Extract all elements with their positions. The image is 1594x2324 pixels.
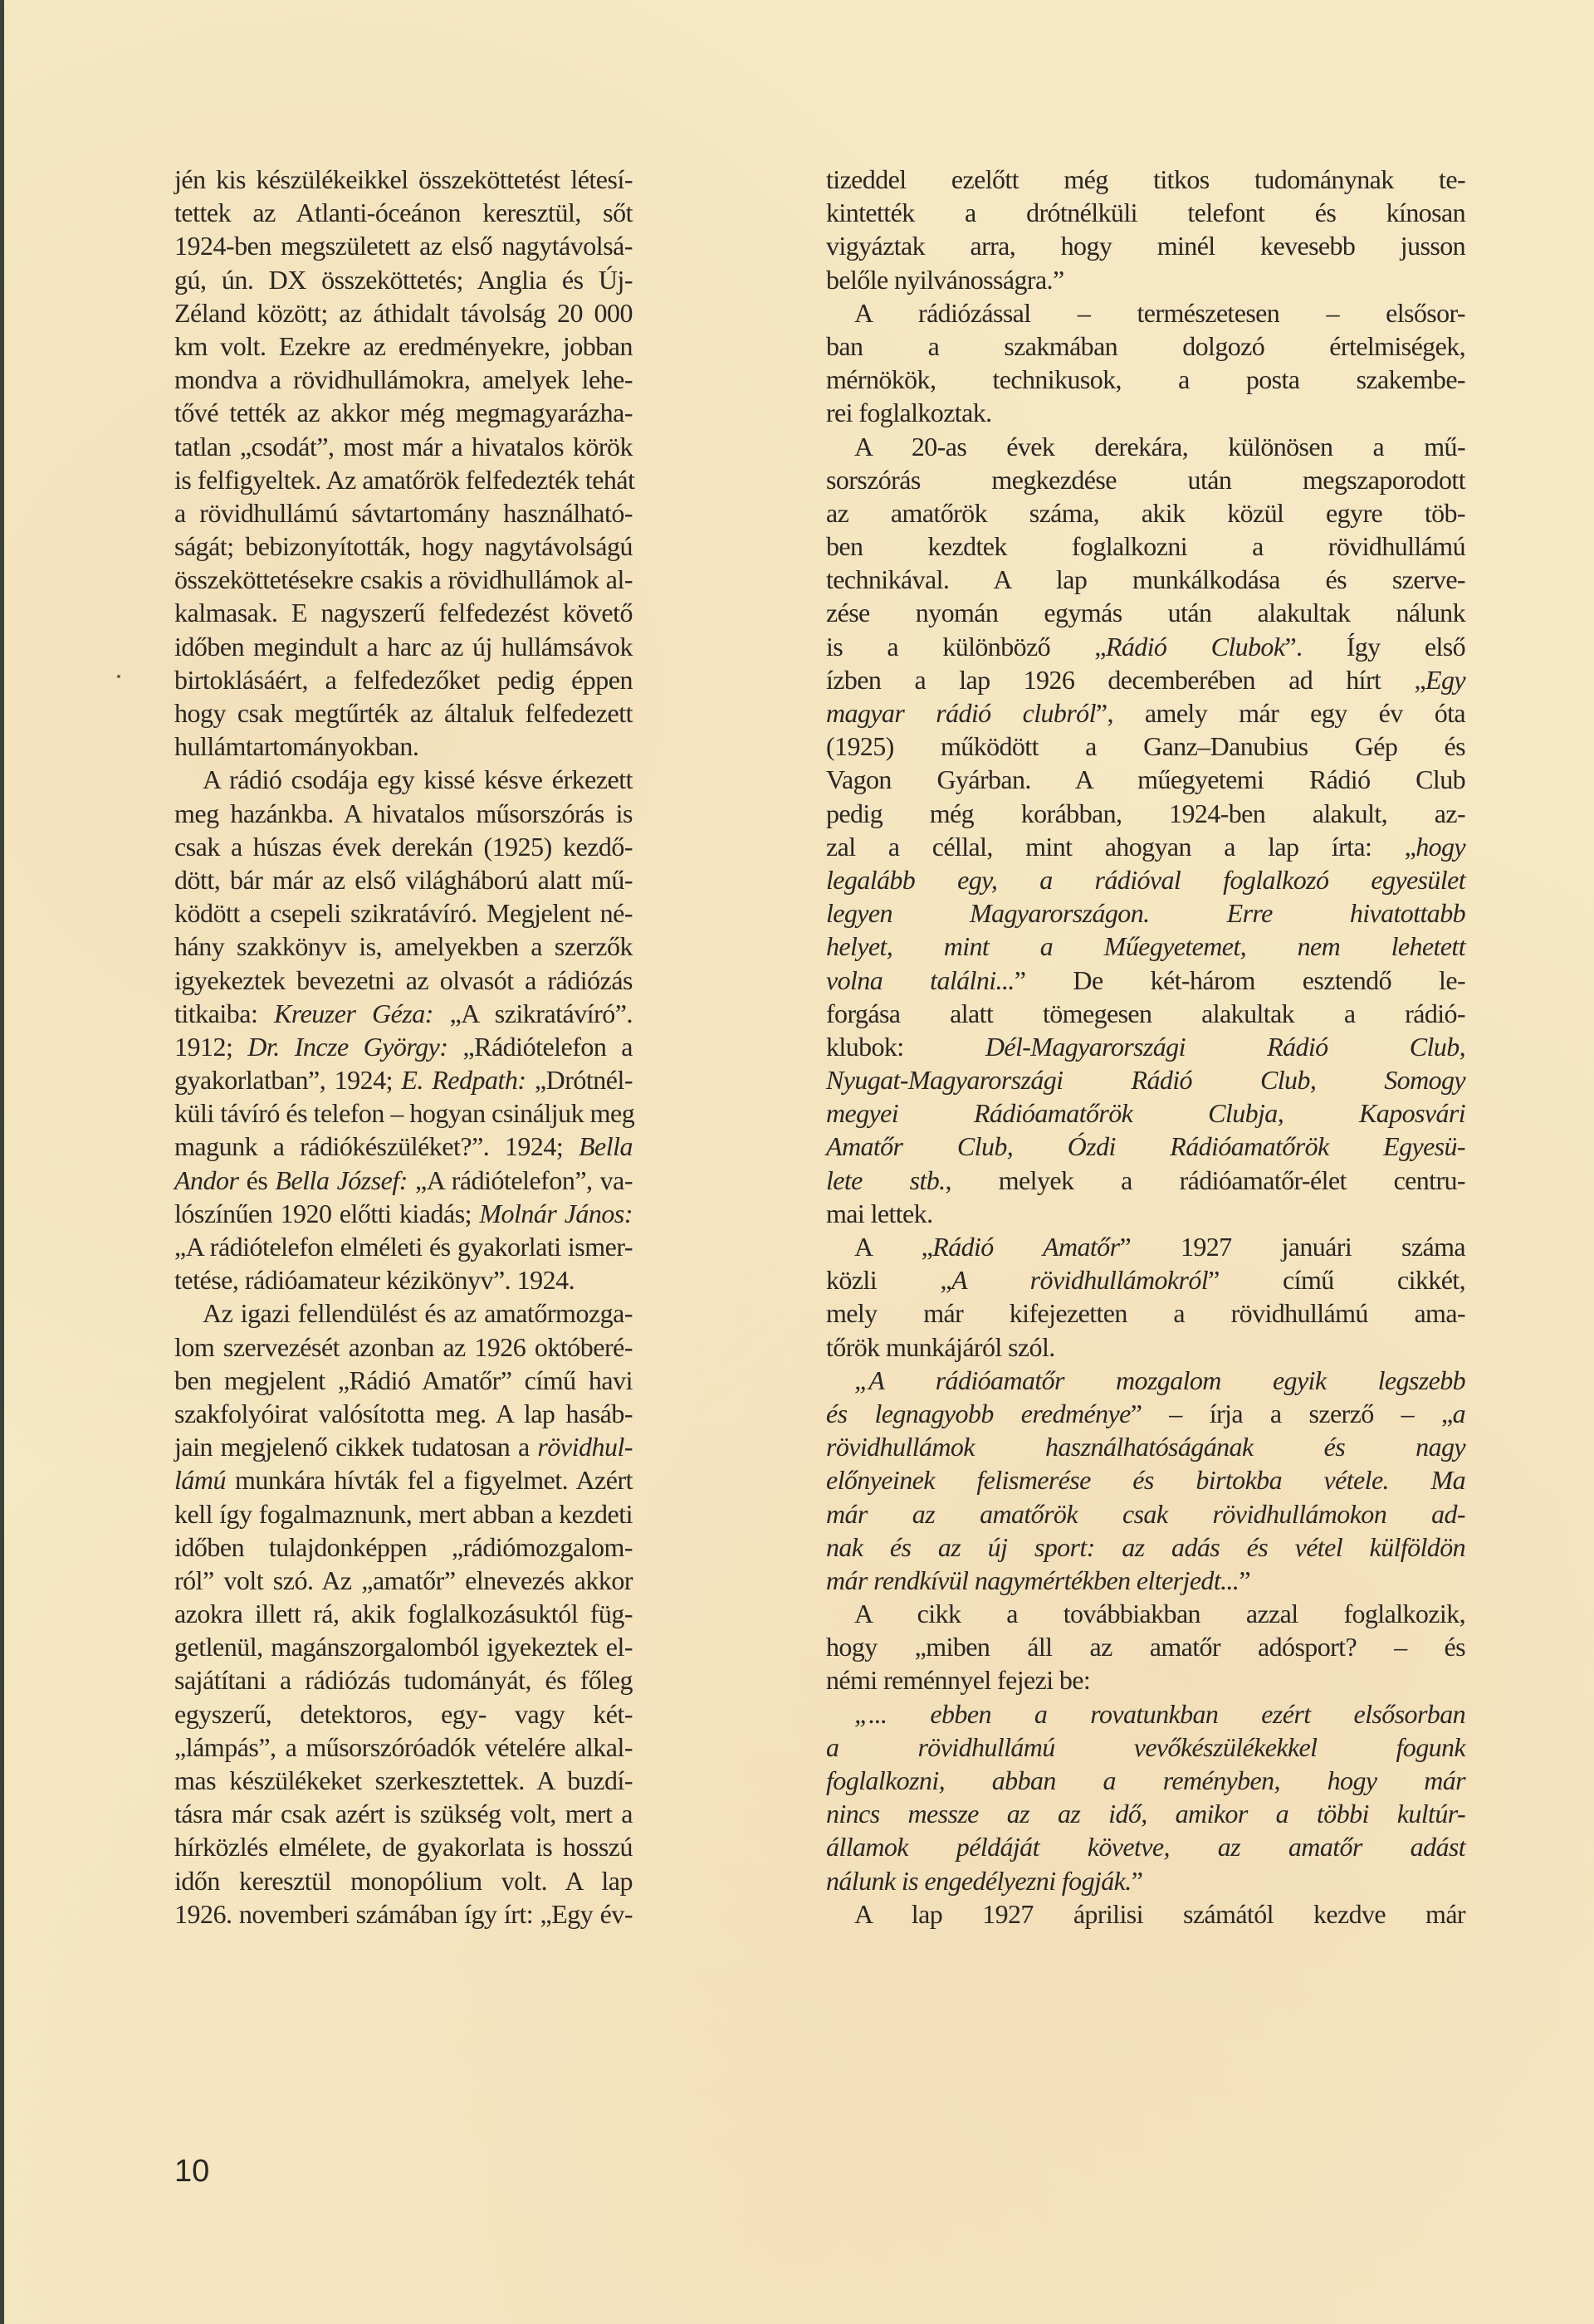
text-segment: A lap 1927 áprilisi számától kezdve már	[854, 1898, 1465, 1929]
text-line	[174, 1731, 633, 1764]
italic-text-segment: A rövidhullámokról	[951, 1265, 1209, 1296]
text-line	[174, 1630, 633, 1663]
italic-text-segment: Kreuzer Géza:	[273, 998, 433, 1028]
text-segment: jén kis készülékeikkel összeköttetést létesí-	[174, 164, 633, 194]
italic-text-segment: államok példáját követve, az amatőr adást	[826, 1832, 1465, 1863]
text-line	[174, 1830, 633, 1863]
text-line	[174, 530, 633, 563]
text-line	[174, 196, 633, 229]
text-line	[826, 1663, 1465, 1697]
text-line	[826, 1197, 1465, 1230]
text-line	[826, 1864, 1465, 1897]
text-line	[174, 830, 633, 863]
text-line	[826, 396, 1465, 429]
italic-text-segment: Rádió Clubok	[1105, 631, 1285, 662]
text-line	[174, 964, 633, 997]
italic-text-segment: a rövidhullámú vevőkészülékekkel fogunk	[826, 1731, 1465, 1762]
text-segment: mas készülékeket szerkesztettek. A buzdí-	[174, 1765, 633, 1795]
text-segment: forgása alatt tömegesen alakultak a rádió-	[826, 998, 1465, 1028]
text-segment: A rádiózással – természetesen – elsősor-	[854, 297, 1465, 328]
right-text-column	[826, 163, 1465, 1931]
text-line	[174, 997, 633, 1030]
text-segment: „A rádiótelefon”, va-	[407, 1164, 633, 1195]
text-segment: tizeddel ezelőtt még titkos tudománynak te-	[826, 164, 1465, 194]
text-line	[174, 1663, 633, 1697]
text-segment: „A rádiótelefon elméleti és gyakorlati ismer-	[174, 1232, 633, 1262]
text-line	[826, 330, 1465, 363]
italic-text-segment: Amatőr Club, Ózdi Rádióamatőrök Egyesü-	[826, 1131, 1465, 1162]
italic-text-segment: és legnagyobb eredménye	[826, 1398, 1131, 1428]
text-line	[174, 163, 633, 196]
text-segment: lószínűen 1920 előtti kiadás;	[174, 1198, 480, 1228]
text-segment: dött, bár már az első világháború alatt mű-	[174, 864, 633, 895]
text-line	[174, 1364, 633, 1397]
text-line	[826, 663, 1465, 696]
text-segment: tettek az Atlanti-óceánon keresztül, sőt	[174, 198, 633, 228]
text-segment: ben kezdtek foglalkozni a rövidhullámú	[826, 531, 1465, 562]
text-segment: „lámpás”, a műsorszóróadók vételére alkal-	[174, 1731, 633, 1762]
text-line	[174, 1463, 633, 1496]
text-segment: vigyáztak arra, hogy minél kevesebb jusson	[826, 231, 1465, 261]
italic-text-segment: Andor	[174, 1164, 239, 1195]
text-line	[174, 863, 633, 896]
text-line	[174, 763, 633, 796]
text-segment: hány szakkönyv is, amelyekben a szerzők	[174, 931, 633, 962]
text-line	[826, 596, 1465, 629]
text-line	[826, 1263, 1465, 1296]
text-segment: ”	[1239, 1565, 1250, 1595]
text-segment: az amatőrök száma, akik közül egyre töb-	[826, 497, 1465, 528]
text-line	[826, 630, 1465, 663]
text-line	[826, 797, 1465, 830]
text-line	[826, 1897, 1465, 1931]
text-segment: A „	[854, 1232, 933, 1262]
italic-text-segment: Nyugat-Magyarországi Rádió Club, Somogy	[826, 1065, 1465, 1096]
italic-text-segment: rövidhullámok használhatóságának és nagy	[826, 1432, 1465, 1462]
text-line	[826, 1096, 1465, 1130]
text-segment: tővé tették az akkor még megmagyarázha-	[174, 398, 633, 428]
italic-text-segment: „A rádióamatőr mozgalom egyik legszebb	[854, 1365, 1465, 1395]
italic-text-segment: már rendkívül nagymértékben elterjedt...	[826, 1565, 1240, 1595]
text-line	[174, 596, 633, 629]
italic-text-segment: Dél-Magyarországi Rádió Club,	[985, 1031, 1466, 1062]
text-segment: Zéland között; az áthidalt távolság 20 000	[174, 297, 633, 328]
text-segment: mely már kifejezetten a rövidhullámú ama-	[826, 1298, 1465, 1329]
text-line	[826, 1030, 1465, 1063]
text-segment: mai lettek.	[826, 1198, 933, 1228]
text-line	[826, 997, 1465, 1030]
text-segment: sajátítani a rádiózás tudományát, és főleg	[174, 1665, 633, 1696]
text-line	[174, 263, 633, 296]
text-segment: 1924-ben megszületett az első nagytávolsá-	[174, 231, 633, 261]
text-line	[174, 1897, 633, 1931]
text-segment: ködött a csepeli szikratávíró. Megjelent né-	[174, 898, 633, 929]
italic-text-segment: nincs messze az az idő, amikor a többi kultúr-	[826, 1799, 1465, 1829]
italic-text-segment: lámú	[174, 1465, 226, 1496]
text-line	[826, 930, 1465, 963]
text-line	[174, 463, 633, 496]
text-segment: szakfolyóirat valósította meg. A lap hasáb-	[174, 1398, 633, 1428]
text-segment: hullámtartományokban.	[174, 731, 419, 762]
text-line	[826, 496, 1465, 530]
text-line	[826, 1597, 1465, 1630]
text-line	[174, 1263, 633, 1296]
text-segment: is a különböző „	[826, 631, 1106, 662]
text-line	[174, 1296, 633, 1330]
text-segment: pedig még korábban, 1924-ben alakult, az-	[826, 798, 1465, 828]
italic-text-segment: E. Redpath:	[401, 1065, 526, 1096]
italic-text-segment: rövidhul-	[537, 1432, 633, 1462]
text-line	[826, 863, 1465, 896]
text-segment: tetése, rádióamateur kézikönyv”. 1924.	[174, 1265, 575, 1296]
text-segment: ízben a lap 1926 decemberében ad hírt „	[826, 664, 1426, 695]
italic-text-segment: Bella	[578, 1131, 633, 1162]
text-segment: klubok:	[826, 1031, 985, 1062]
italic-text-segment: a	[1452, 1398, 1465, 1428]
text-line	[174, 1564, 633, 1597]
italic-text-segment: helyet, mint a Műegyetemet, nem lehetett	[826, 931, 1465, 962]
text-line	[826, 730, 1465, 763]
text-segment: hogy „miben áll az amatőr adósport? – és	[826, 1632, 1465, 1662]
page-number: 10	[174, 2154, 210, 2189]
text-segment: a rövidhullámú sávtartomány használható-	[174, 497, 633, 528]
text-segment: meg hazánkba. A hivatalos műsorszórás is	[174, 798, 633, 828]
text-line	[174, 1531, 633, 1564]
text-segment: ban a szakmában dolgozó értelmiségek,	[826, 330, 1465, 361]
text-line	[174, 1397, 633, 1430]
italic-text-segment: hogy	[1416, 831, 1465, 862]
italic-text-segment: „... ebben a rovatunkban ezért elsősorban	[854, 1698, 1465, 1729]
text-segment: technikával. A lap munkálkodása és szerve-	[826, 564, 1465, 595]
text-line	[174, 930, 633, 963]
text-line	[174, 496, 633, 530]
text-segment: sorszórás megkezdése után megszaporodott	[826, 464, 1465, 495]
text-line	[826, 1497, 1465, 1531]
text-line	[826, 1764, 1465, 1797]
text-line	[826, 1564, 1465, 1597]
text-line	[826, 363, 1465, 396]
text-line	[826, 1063, 1465, 1096]
text-line	[826, 430, 1465, 463]
scan-edge	[0, 0, 4, 2324]
text-line	[826, 229, 1465, 262]
text-segment: rei foglalkoztak.	[826, 398, 992, 428]
text-line	[826, 563, 1465, 596]
text-segment: ”. Így első	[1284, 631, 1465, 662]
text-segment: getlenül, magánszorgalomból igyekeztek el-	[174, 1632, 633, 1662]
text-segment: ságát; bebizonyították, hogy nagytávolságú	[174, 531, 633, 562]
text-segment: időben tulajdonképpen „rádiómozgalom-	[174, 1531, 633, 1562]
text-line	[174, 1164, 633, 1197]
text-segment: A cikk a továbbiakban azzal foglalkozik,	[854, 1599, 1465, 1629]
text-segment: tatlan „csodát”, most már a hivatalos körök	[174, 431, 633, 461]
text-segment: ” De két-három esztendő le-	[1014, 964, 1465, 995]
text-segment: birtoklásáért, a felfedezőket pedig éppen	[174, 664, 633, 695]
text-segment: csak a húszas évek derekán (1925) kezdő-	[174, 831, 633, 862]
italic-text-segment: foglalkozni, abban a reményben, hogy már	[826, 1765, 1465, 1795]
text-line	[826, 763, 1465, 796]
text-line	[174, 630, 633, 663]
text-line	[174, 1197, 633, 1230]
text-segment: gyakorlatban”, 1924;	[174, 1065, 402, 1096]
text-line	[174, 330, 633, 363]
text-segment: némi reménnyel fejezi be:	[826, 1665, 1091, 1696]
text-line	[826, 1296, 1465, 1330]
text-segment: összeköttetésekre csakis a rövidhullámok al-	[174, 564, 633, 595]
text-line	[826, 296, 1465, 330]
text-segment: mondva a rövidhullámokra, amelyek lehe-	[174, 364, 633, 395]
text-segment: ” című cikkét,	[1208, 1265, 1465, 1296]
text-line	[174, 1430, 633, 1463]
italic-text-segment: magyar rádió clubról	[826, 698, 1096, 728]
text-segment: időben megindult a harc az új hullámsávok	[174, 631, 633, 662]
text-line	[174, 430, 633, 463]
italic-text-segment: megyei Rádióamatőrök Clubja, Kaposvári	[826, 1098, 1465, 1129]
text-line	[826, 1731, 1465, 1764]
text-line	[174, 229, 633, 262]
text-segment: munkára hívták fel a figyelmet. Azért	[226, 1465, 633, 1496]
text-segment: jain megjelenő cikkek tudatosan a	[174, 1432, 538, 1462]
text-segment: kintették a drótnélküli telefont és kínosan	[826, 198, 1465, 228]
text-line	[826, 196, 1465, 229]
text-line	[826, 1364, 1465, 1397]
text-segment: A rádió csodája egy kissé késve érkezett	[203, 764, 633, 795]
text-line	[174, 1764, 633, 1797]
text-segment: Az igazi fellendülést és az amatőrmozga-	[203, 1298, 633, 1329]
text-line	[826, 1164, 1465, 1197]
text-line	[174, 696, 633, 730]
text-segment: Vagon Gyárban. A műegyetemi Rádió Club	[826, 764, 1465, 795]
text-segment: (1925) működött a Ganz–Danubius Gép és	[826, 731, 1465, 762]
text-line	[826, 1430, 1465, 1463]
text-line	[174, 730, 633, 763]
text-line	[174, 1797, 633, 1830]
italic-text-segment: legyen Magyarországon. Erre hivatottabb	[826, 898, 1465, 929]
text-line	[826, 263, 1465, 296]
text-segment: „Rádiótelefon a	[447, 1031, 633, 1062]
italic-text-segment: Dr. Incze György:	[247, 1031, 448, 1062]
italic-text-segment: Bella József:	[275, 1164, 408, 1195]
text-segment: is felfigyeltek. Az amatőrök felfedezték tehát	[174, 464, 635, 495]
paper-speck	[117, 675, 120, 678]
text-segment: magunk a rádiókészüléket?”. 1924;	[174, 1131, 579, 1162]
text-line	[826, 896, 1465, 930]
text-segment: titkaiba:	[174, 998, 274, 1028]
text-line	[826, 696, 1465, 730]
italic-text-segment: Molnár János:	[479, 1198, 633, 1228]
text-segment: ben megjelent „Rádió Amatőr” című havi	[174, 1365, 633, 1395]
text-line	[826, 163, 1465, 196]
text-segment: gú, ún. DX összeköttetés; Anglia és Új-	[174, 264, 633, 295]
text-line	[174, 563, 633, 596]
text-line	[174, 1697, 633, 1731]
text-segment: igyekeztek bevezetni az olvasót a rádiózás	[174, 964, 633, 995]
text-segment: ”, amely már egy év óta	[1095, 698, 1465, 728]
text-line	[826, 1697, 1465, 1731]
italic-text-segment: előnyeinek felismerése és birtokba vétele. Ma	[826, 1465, 1465, 1496]
text-segment: és	[238, 1164, 276, 1195]
text-line	[174, 1030, 633, 1063]
text-line	[174, 1330, 633, 1364]
text-line	[174, 1597, 633, 1630]
italic-text-segment: nak és az új sport: az adás és vétel külföldön	[826, 1531, 1465, 1562]
text-line	[826, 530, 1465, 563]
text-line	[174, 797, 633, 830]
text-segment: „Drótnél-	[526, 1065, 633, 1096]
text-line	[174, 363, 633, 396]
text-segment: kalmasak. E nagyszerű felfedezést követő	[174, 598, 633, 628]
text-segment: egyszerű, detektoros, egy- vagy két-	[174, 1698, 633, 1729]
text-segment: hogy csak megtűrték az általuk felfedezett	[174, 698, 633, 728]
text-segment: ” – írja a szerző – „	[1130, 1398, 1453, 1428]
text-line	[174, 1063, 633, 1096]
text-line	[174, 1864, 633, 1897]
text-segment: lom szervezését azonban az 1926 októberé-	[174, 1331, 633, 1362]
text-segment: mérnökök, technikusok, a posta szakembe-	[826, 364, 1465, 395]
text-segment: küli távíró és telefon – hogyan csináljuk meg	[174, 1098, 635, 1129]
text-segment: 1926. novemberi számában így írt: „Egy év-	[174, 1898, 633, 1929]
text-segment: ” 1927 januári száma	[1119, 1232, 1465, 1262]
text-segment: időn keresztül monopólium volt. A lap	[174, 1865, 633, 1896]
text-line	[174, 1096, 633, 1130]
text-segment: közli „	[826, 1265, 951, 1296]
text-line	[826, 463, 1465, 496]
text-segment: zése nyomán egymás után alakultak nálunk	[826, 598, 1465, 628]
text-segment: ”	[1131, 1865, 1143, 1896]
text-segment: 1912;	[174, 1031, 248, 1062]
text-segment: hírközlés elmélete, de gyakorlata is hosszú	[174, 1832, 633, 1863]
text-line	[826, 1830, 1465, 1863]
italic-text-segment: Egy	[1425, 664, 1465, 695]
text-line	[826, 1797, 1465, 1830]
italic-text-segment: már az amatőrök csak rövidhullámokon ad-	[826, 1498, 1465, 1529]
text-line	[826, 1397, 1465, 1430]
italic-text-segment: legalább egy, a rádióval foglalkozó egyesület	[826, 864, 1465, 895]
text-line	[826, 1630, 1465, 1663]
text-segment: , melyek a rádióamatőr-élet centru-	[945, 1164, 1465, 1195]
text-line	[174, 663, 633, 696]
text-line	[826, 964, 1465, 997]
text-line	[826, 1130, 1465, 1163]
text-segment: km volt. Ezekre az eredményekre, jobban	[174, 330, 633, 361]
left-text-column	[174, 163, 633, 1931]
italic-text-segment: Rádió Amatőr	[932, 1232, 1120, 1262]
text-line	[826, 1463, 1465, 1496]
text-segment: A 20-as évek derekára, különösen a mű-	[854, 431, 1465, 461]
text-segment: kell így fogalmaznunk, mert abban a kezdeti	[174, 1498, 633, 1529]
text-line	[174, 1230, 633, 1263]
italic-text-segment: volna találni...	[826, 964, 1015, 995]
text-segment: ról” volt szó. Az „amatőr” elnevezés akkor	[174, 1565, 633, 1595]
text-line	[174, 896, 633, 930]
text-segment: tőrök munkájáról szól.	[826, 1331, 1055, 1362]
text-line	[826, 830, 1465, 863]
text-line	[174, 396, 633, 429]
text-segment: tásra már csak azért is szükség volt, mert a	[174, 1799, 633, 1829]
italic-text-segment: nálunk is engedélyezni fogják.	[826, 1865, 1132, 1896]
text-line	[826, 1531, 1465, 1564]
text-segment: zal a céllal, mint ahogyan a lap írta: „	[826, 831, 1416, 862]
text-line	[174, 296, 633, 330]
text-segment: belőle nyilvánosságra.”	[826, 264, 1064, 295]
text-line	[174, 1497, 633, 1531]
text-line	[174, 1130, 633, 1163]
text-line	[826, 1330, 1465, 1364]
text-segment: „A szikratávíró”.	[433, 998, 633, 1028]
text-segment: azokra illett rá, akik foglalkozásuktól füg-	[174, 1599, 633, 1629]
italic-text-segment: lete stb.	[826, 1164, 946, 1195]
text-line	[826, 1230, 1465, 1263]
